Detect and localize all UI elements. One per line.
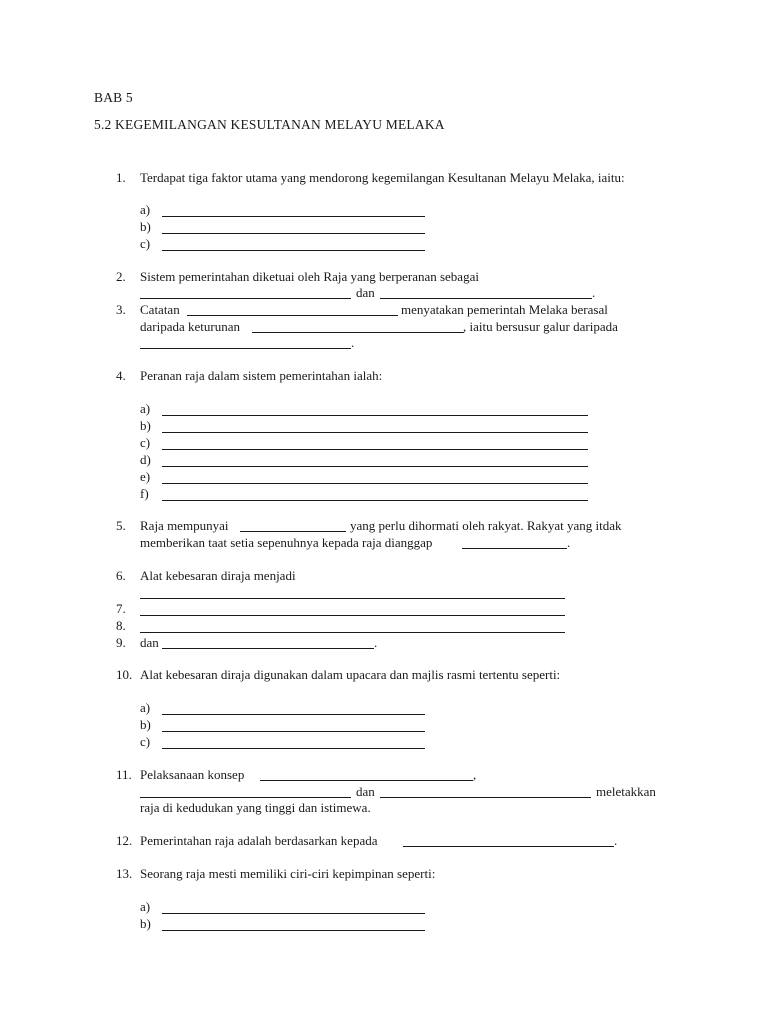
q1-blank-c[interactable] (162, 250, 425, 251)
q13-blank-b[interactable] (162, 930, 425, 931)
q3-mid: menyatakan pemerintah Melaka berasal (401, 302, 608, 317)
q10-label-b: b) (140, 717, 151, 732)
q6-blank[interactable] (140, 598, 565, 599)
q2-end: . (592, 285, 596, 300)
q11-line3: raja di kedudukan yang tinggi dan istimewa. (140, 800, 371, 815)
q1-label-a: a) (140, 202, 151, 217)
q11-blank-1[interactable] (260, 780, 473, 781)
q5-blank-1[interactable] (240, 531, 346, 532)
q9-number: 9. (116, 635, 126, 650)
q4-blank-e[interactable] (162, 483, 588, 484)
q3-word: Catatan (140, 302, 180, 317)
q8-number: 8. (116, 618, 126, 633)
q4-blank-f[interactable] (162, 500, 588, 501)
q4-blank-a[interactable] (162, 415, 588, 416)
q4-number: 4. (116, 368, 126, 383)
q13-number: 13. (116, 866, 133, 881)
q10-label-c: c) (140, 734, 151, 749)
q5-line1a: Raja mempunyai (140, 518, 229, 533)
q4-label-c: c) (140, 435, 151, 450)
q13-text: Seorang raja mesti memiliki ciri-ciri kepimpinan seperti: (140, 866, 436, 881)
q11-comma: , (473, 767, 477, 782)
q1-label-b: b) (140, 219, 151, 234)
q11-blank-3[interactable] (380, 797, 591, 798)
q10-blank-c[interactable] (162, 748, 425, 749)
q3-blank-1[interactable] (187, 315, 398, 316)
chapter-label: BAB 5 (94, 90, 133, 105)
q11-line2b: meletakkan (596, 784, 656, 799)
q12-blank[interactable] (403, 846, 614, 847)
q9-blank[interactable] (162, 648, 374, 649)
q5-end: . (567, 535, 571, 550)
q4-text: Peranan raja dalam sistem pemerintahan ialah: (140, 368, 383, 383)
q5-line1b: yang perlu dihormati oleh rakyat. Rakyat yang itdak (350, 518, 622, 533)
q10-text: Alat kebesaran diraja digunakan dalam upacara dan majlis rasmi tertentu seperti: (140, 667, 561, 682)
q2-line1: Sistem pemerintahan diketuai oleh Raja yang berperanan sebagai (140, 269, 479, 284)
q4-label-a: a) (140, 401, 151, 416)
q4-label-b: b) (140, 418, 151, 433)
q3-line2b: , iaitu bersusur galur daripada (463, 319, 618, 334)
q1-number: 1. (116, 170, 126, 185)
q4-label-f: f) (140, 486, 149, 501)
q9-end: . (374, 635, 378, 650)
q4-blank-b[interactable] (162, 432, 588, 433)
q3-number: 3. (116, 302, 126, 317)
q3-blank-3[interactable] (140, 348, 351, 349)
q13-blank-a[interactable] (162, 913, 425, 914)
q13-label-b: b) (140, 916, 151, 931)
q2-blank-2[interactable] (380, 298, 592, 299)
q3-end: . (351, 335, 355, 350)
q1-blank-a[interactable] (162, 216, 425, 217)
section-title: 5.2 KEGEMILANGAN KESULTANAN MELAYU MELAKA (94, 117, 445, 132)
q7-number: 7. (116, 601, 126, 616)
q11-blank-2[interactable] (140, 797, 351, 798)
q8-blank[interactable] (140, 632, 565, 633)
q4-label-d: d) (140, 452, 151, 467)
q6-number: 6. (116, 568, 126, 583)
q13-label-a: a) (140, 899, 151, 914)
q12-end: . (614, 833, 618, 848)
q10-label-a: a) (140, 700, 151, 715)
q7-blank[interactable] (140, 615, 565, 616)
q12-text: Pemerintahan raja adalah berdasarkan kepada (140, 833, 378, 848)
q3-blank-2[interactable] (252, 332, 464, 333)
q2-dan: dan (356, 285, 375, 300)
q4-blank-d[interactable] (162, 466, 588, 467)
q10-blank-b[interactable] (162, 731, 425, 732)
q10-blank-a[interactable] (162, 714, 425, 715)
q9-dan: dan (140, 635, 159, 650)
q5-line2: memberikan taat setia sepenuhnya kepada raja dianggap (140, 535, 433, 550)
q3-line2a: daripada keturunan (140, 319, 240, 334)
q4-label-e: e) (140, 469, 151, 484)
q4-blank-c[interactable] (162, 449, 588, 450)
q5-blank-2[interactable] (462, 548, 567, 549)
q1-blank-b[interactable] (162, 233, 425, 234)
q11-line1: Pelaksanaan konsep (140, 767, 245, 782)
q12-number: 12. (116, 833, 133, 848)
q2-blank-1[interactable] (140, 298, 351, 299)
q10-number: 10. (116, 667, 133, 682)
q2-number: 2. (116, 269, 126, 284)
q11-number: 11. (116, 767, 132, 782)
q11-dan: dan (356, 784, 375, 799)
q6-text: Alat kebesaran diraja menjadi (140, 568, 296, 583)
q1-text: Terdapat tiga faktor utama yang mendorong kegemilangan Kesultanan Melayu Melaka, iaitu: (140, 170, 625, 185)
q5-number: 5. (116, 518, 126, 533)
q1-label-c: c) (140, 236, 151, 251)
